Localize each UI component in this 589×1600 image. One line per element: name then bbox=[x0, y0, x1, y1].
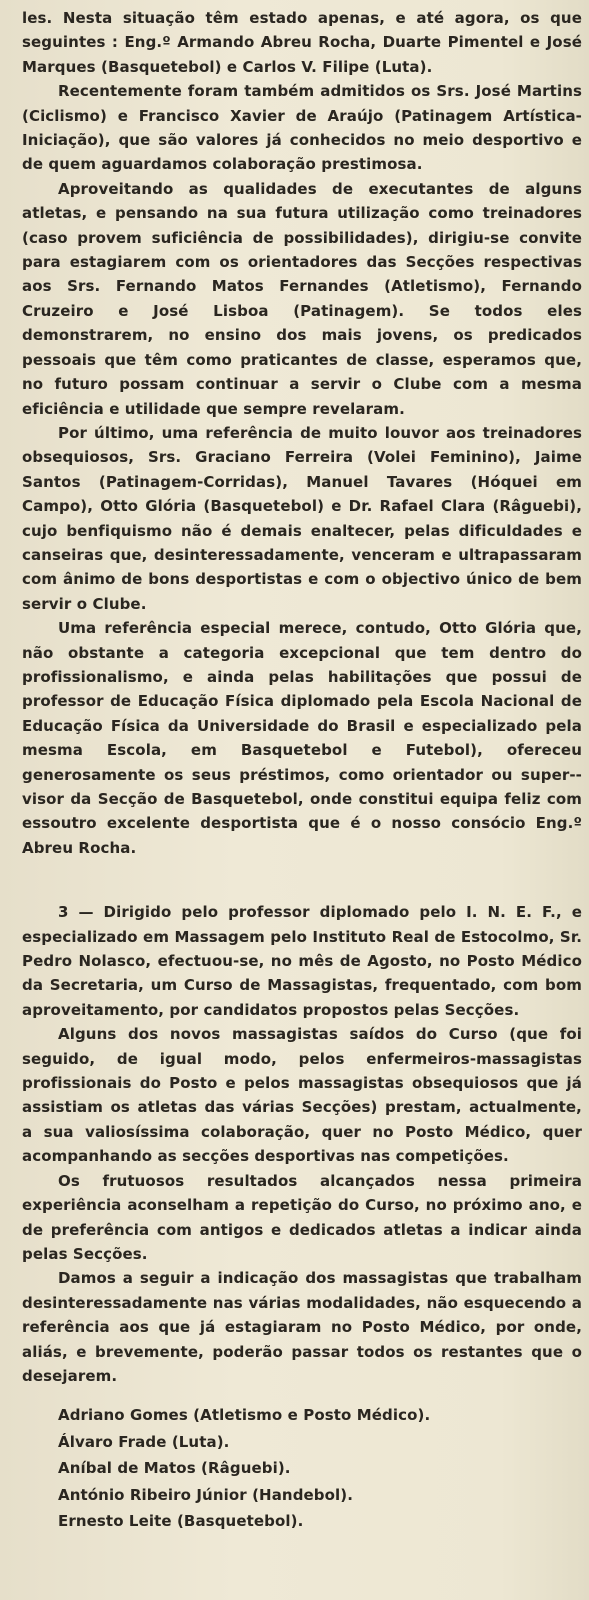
paragraph-7: Alguns dos novos massagistas saídos do Curso (que foi seguido, de igual modo, pelos enfermeiros-massagistas profissionais do Posto e pelos massagistas obsequiosos que já assistiam os atletas das várias Secções) prestam, actualmente, a sua valiosíssima colaboração, quer no Posto Médico, quer acompanhando as secções desportivas nas competições. bbox=[22, 1025, 582, 1166]
paragraph-3: Aproveitando as qualidades de executantes de alguns atletas, e pensando na sua futura utilização como treinadores (caso provem suficiência de possibilidades), dirigiu-se convite para estagiarem com os orientadores das Secções respectivas aos Srs. Fernando Matos Fernandes (Atletismo), Fernando Cruzeiro e José Lisboa (Patinagem). Se todos eles demonstrarem, no ensino dos mais jovens, os predicados pessoais que têm como praticantes de classe, esperamos que, no futuro possam continuar a servir o Clube com a mesma eficiência e utilidade que sempre revelaram. bbox=[22, 179, 582, 418]
list-item: Aníbal de Matos (Râguebi). bbox=[58, 1459, 291, 1478]
paragraph-section-3: 3 — Dirigido pelo professor diplomado pelo I. N. E. F., e especializado em Massagem pelo Instituto Real de Estocolmo, Sr. Pedro Nolasco, efectuou-se, no mês de Agosto, no Posto Médico da Secretaria, um Curso de Massagistas, frequentado, com bom aproveitamento, por candidatos propostos pelas Secções. bbox=[22, 903, 582, 1019]
paragraph-5: Uma referência especial merece, contudo, Otto Glória que, não obstante a categoria excepcional que tem dentro do profissionalismo, e ainda pelas habilitações que possui de professor de Educação Física diplomado pela Escola Nacional de Educação Física da Universidade do Brasil e especializado pela mesma Escola, em Basquetebol e Futebol), ofereceu generosamente os seus préstimos, como orientador ou super--visor da Secção de Basquetebol, onde constitui equipa feliz com essoutro excelente desportista que é o nosso consócio Eng.º Abreu Rocha. bbox=[22, 619, 582, 857]
masseur-list bbox=[58, 1402, 582, 1535]
list-item: Adriano Gomes (Atletismo e Posto Médico). bbox=[58, 1406, 431, 1425]
paragraph-9: Damos a seguir a indicação dos massagistas que trabalham desinteressadamente nas várias modalidades, não esquecendo a referência aos que já estagiaram no Posto Médico, por onde, aliás, e brevemente, poderão passar todos os restantes que o desejarem. bbox=[22, 1269, 582, 1385]
paragraph-2: Recentemente foram também admitidos os Srs. José Martins (Ciclismo) e Francisco Xavier de Araújo (Patinagem Artística-Iniciação), que são valores já conhecidos no meio desportivo e de quem aguardamos colaboração prestimosa. bbox=[22, 82, 582, 174]
paragraph-8: Os frutuosos resultados alcançados nessa primeira experiência aconselham a repetição do Curso, no próximo ano, e de preferência com antigos e dedicados atletas a indicar ainda pelas Secções. bbox=[22, 1171, 582, 1263]
text-column bbox=[22, 6, 582, 1535]
list-item: Álvaro Frade (Luta). bbox=[58, 1432, 230, 1451]
paragraph-1: les. Nesta situação têm estado apenas, e até agora, os que seguintes : Eng.º Armando Abreu Rocha, Duarte Pimentel e José Marques (Basquetebol) e Carlos V. Filipe (Luta). bbox=[22, 9, 582, 76]
list-item: Ernesto Leite (Basquetebol). bbox=[58, 1512, 304, 1531]
list-item: António Ribeiro Júnior (Handebol). bbox=[58, 1485, 354, 1504]
section-gap bbox=[22, 860, 582, 900]
paragraph-4: Por último, uma referência de muito louvor aos treinadores obsequiosos, Srs. Graciano Ferreira (Volei Feminino), Jaime Santos (Patinagem-Corridas), Manuel Tavares (Hóquei em Campo), Otto Glória (Basquetebol) e Dr. Rafael Clara (Râguebi), cujo benfiquismo não é demais enaltecer, pelas dificuldades e canseiras que, desinteressadamente, venceram e ultrapassaram com ânimo de bons desportistas e com o objectivo único de bem servir o Clube. bbox=[22, 423, 582, 613]
